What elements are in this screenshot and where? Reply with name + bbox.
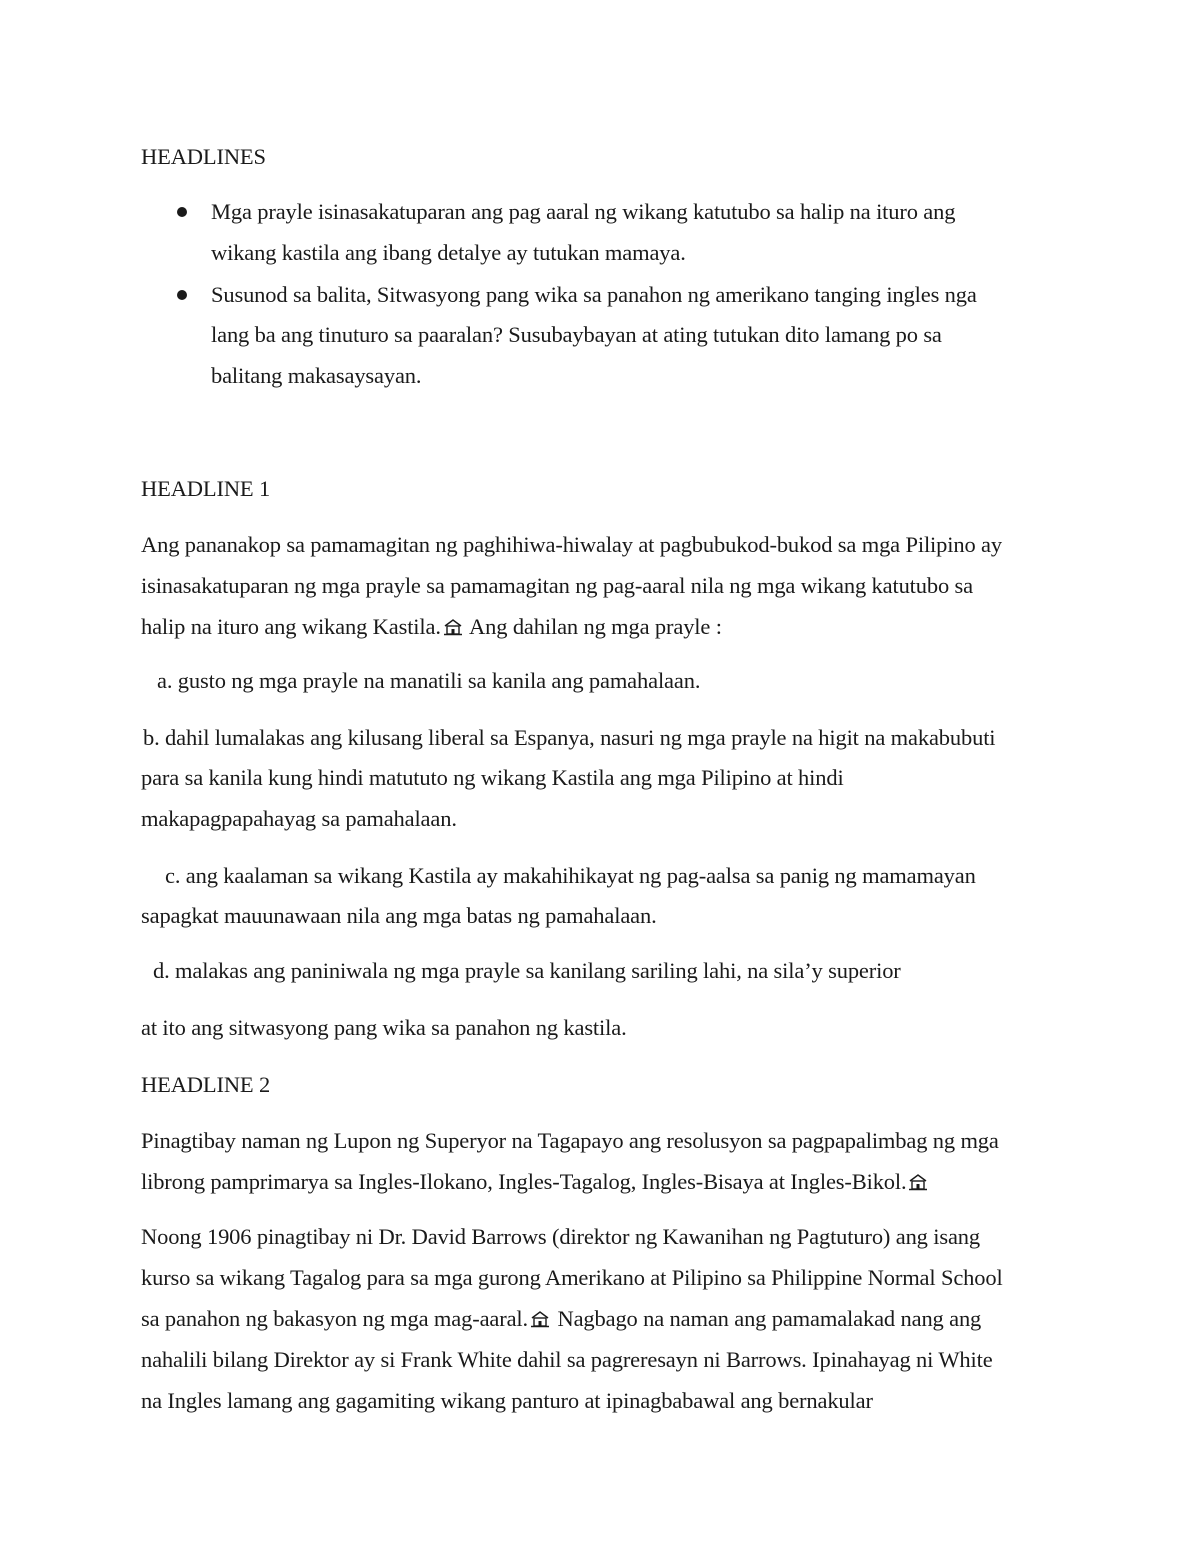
school-building-icon <box>530 1306 550 1336</box>
headline2-p2-line-1: Noong 1906 pinagtibay ni Dr. David Barrows (direktor ng Kawanihan ng Pagtuturo) ang isang <box>141 1224 980 1249</box>
headlines-item-1-line-1: Mga prayle isinasakatuparan ang pag aaral ng wikang katutubo sa halip na ituro ang <box>211 199 956 224</box>
headline2-p2-line-2: kurso sa wikang Tagalog para sa mga gurong Amerikano at Pilipino sa Philippine Normal School <box>141 1265 1003 1290</box>
headlines-title: HEADLINES <box>141 144 266 169</box>
headline2-title: HEADLINE 2 <box>141 1072 271 1097</box>
headline1-reason-c-line-2: sapagkat mauunawaan nila ang mga batas ng pamahalaan. <box>141 903 657 928</box>
bullet-icon <box>177 207 187 217</box>
headlines-item-1-line-2: wikang kastila ang ibang detalye ay tutukan mamaya. <box>211 240 686 265</box>
headline2-p2-line-3 <box>141 1304 981 1336</box>
headline1-intro-line-3-a: halip na ituro ang wikang Kastila. <box>141 614 441 639</box>
headline1-intro-line-1: Ang pananakop sa pamamagitan ng paghihiwa-hiwalay at pagbubukod-bukod sa mga Pilipino ay <box>141 532 1002 557</box>
headline2-p2-line-5: na Ingles lamang ang gagamiting wikang panturo at ipinagbabawal ang bernakular <box>141 1388 873 1413</box>
school-building-icon <box>443 614 463 644</box>
headline1-intro-line-3-b: Ang dahilan ng mga prayle : <box>464 614 722 639</box>
school-building-icon <box>908 1169 928 1199</box>
headlines-item-2-line-1: Susunod sa balita, Sitwasyong pang wika sa panahon ng amerikano tanging ingles nga <box>211 282 977 307</box>
headline2-p1-line-1: Pinagtibay naman ng Lupon ng Superyor na Tagapayo ang resolusyon sa pagpapalimbag ng mga <box>141 1128 999 1153</box>
headline1-reason-b-line-1: b. dahil lumalakas ang kilusang liberal sa Espanya, nasuri ng mga prayle na higit na makabubuti <box>143 725 996 750</box>
headline1-title: HEADLINE 1 <box>141 476 271 501</box>
headline1-reason-b-line-3: makapagpapahayag sa pamahalaan. <box>141 806 457 831</box>
headline2-p1-line-2 <box>141 1167 930 1199</box>
headline1-closing: at ito ang sitwasyong pang wika sa panahon ng kastila. <box>141 1015 627 1040</box>
headline2-p2-line-4: nahalili bilang Direktor ay si Frank White dahil sa pagreresayn ni Barrows. Ipinahayag ni White <box>141 1347 993 1372</box>
headline2-p2-line-3-b: Nagbago na naman ang pamamalakad nang ang <box>552 1306 982 1331</box>
headlines-item-2-line-2: lang ba ang tinuturo sa paaralan? Susubaybayan at ating tutukan dito lamang po sa <box>211 322 942 347</box>
headline1-intro-line-2: isinasakatuparan ng mga prayle sa pamamagitan ng pag-aaral nila ng mga wikang katutubo sa <box>141 573 973 598</box>
headline2-p2-line-3-a: sa panahon ng bakasyon ng mga mag-aaral. <box>141 1306 528 1331</box>
headline1-reason-d: d. malakas ang paniniwala ng mga prayle sa kanilang sariling lahi, na sila’y superior <box>153 958 901 983</box>
headline1-reason-a: a. gusto ng mga prayle na manatili sa kanila ang pamahalaan. <box>157 668 701 693</box>
headline1-intro-line-3 <box>141 612 722 644</box>
headline1-reason-c-line-1: c. ang kaalaman sa wikang Kastila ay makahihikayat ng pag-aalsa sa panig ng mamamayan <box>165 863 976 888</box>
headline2-p1-line-2-text: librong pamprimarya sa Ingles-Ilokano, Ingles-Tagalog, Ingles-Bisaya at Ingles-Bikol. <box>141 1169 907 1194</box>
headline1-reason-b-line-2: para sa kanila kung hindi matututo ng wikang Kastila ang mga Pilipino at hindi <box>141 765 844 790</box>
bullet-icon <box>177 290 187 300</box>
headlines-item-2-line-3: balitang makasaysayan. <box>211 363 422 388</box>
